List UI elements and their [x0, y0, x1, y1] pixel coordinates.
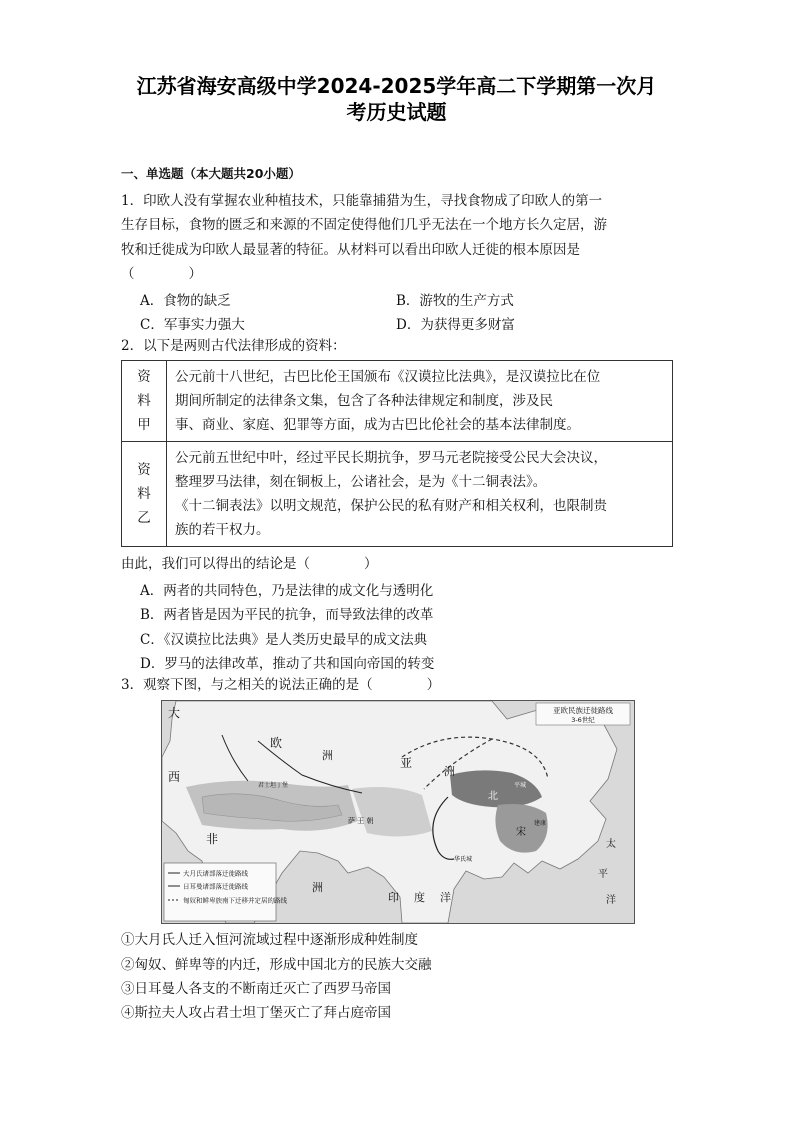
material-label-jia: 资 料 甲	[122, 361, 167, 442]
map-label-ping: 平	[598, 869, 608, 880]
q2-option-b[interactable]: B．两者皆是因为平民的抗争，而导致法律的改革	[140, 607, 434, 623]
q3-statement-1: ①大月氏人迁入恒河流域过程中逐渐形成种姓制度	[121, 932, 418, 948]
legend-label-xiongnu: 匈奴和鲜卑族南下迁移并定居的路线	[183, 896, 287, 905]
material-label-yi: 资 料 乙	[122, 442, 167, 547]
migration-map	[161, 700, 635, 924]
q1-answer-blank: （ ）	[121, 266, 202, 282]
material-row-yi	[122, 442, 673, 547]
q1-stem-line: 生存目标，食物的匮乏和来源的不固定使得他们几乎无法在一个地方长久定居，游	[121, 217, 607, 233]
q1-option-d[interactable]: D．为获得更多财富	[396, 317, 515, 333]
q2-conclusion: 由此，我们可以得出的结论是（ ）	[121, 556, 378, 572]
q1-stem-line: 1．印欧人没有掌握农业种植技术，只能靠捕猎为生，寻找食物成了印欧人的第一	[121, 193, 603, 209]
q1-stem-line: 牧和迁徙成为印欧人最显著的特征。从材料可以看出印欧人迁徙的根本原因是	[121, 242, 580, 258]
map-label-yang-pacific: 洋	[606, 895, 616, 906]
q3-statement-2: ②匈奴、鲜卑等的内迁，形成中国北方的民族大交融	[121, 957, 432, 973]
section-heading: 一、单选题（本大题共20小题）	[121, 166, 301, 181]
q1-option-a[interactable]: A．食物的缺乏	[140, 293, 231, 309]
map-label-zhou: 洲	[322, 749, 333, 762]
map-label-bei: 北	[488, 791, 498, 802]
q2-option-c[interactable]: C．《汉谟拉比法典》是人类历史最早的成文法典	[140, 632, 428, 648]
map-label-pingcheng: 平城	[514, 782, 527, 789]
q3-statement-4: ④斯拉夫人攻占君士坦丁堡灭亡了拜占庭帝国	[121, 1005, 391, 1021]
legend-label-yuezhi: 大月氏诸部落迁徙路线	[183, 869, 248, 878]
q3-statement-3: ③日耳曼人各支的不断南迁灭亡了西罗马帝国	[121, 981, 391, 997]
map-label-yin: 印	[388, 891, 399, 904]
q2-option-d[interactable]: D．罗马的法律改革，推动了共和国向帝国的转变	[140, 656, 435, 672]
map-label-da: 大	[168, 706, 181, 720]
map-label-fei: 非	[206, 832, 219, 846]
map-label-xi: 西	[168, 770, 181, 784]
source-material-table	[121, 360, 673, 547]
q1-option-b[interactable]: B．游牧的生产方式	[396, 293, 514, 309]
legend-label-germanic: 日耳曼诸部落迁徙路线	[183, 882, 248, 891]
map-label-yang: 洋	[440, 891, 451, 904]
map-label-sasanian: 萨 王 朝	[348, 817, 374, 825]
q2-option-a[interactable]: A．两者的共同特色，乃是法律的成文化与透明化	[140, 583, 434, 599]
map-label-zhou-africa: 洲	[312, 881, 323, 894]
exam-title-line-2: 考历史试题	[346, 100, 447, 124]
q2-stem: 2．以下是两则古代法律形成的资料：	[121, 338, 346, 354]
map-label-jiankang: 建康	[534, 820, 547, 827]
q1-option-c[interactable]: C．军事实力强大	[140, 317, 245, 333]
material-content-jia: 公元前十八世纪，古巴比伦王国颁布《汉谟拉比法典》，是汉谟拉比在位 期间所制定的法律条文集，包含了各种法律规定和制度，涉及民 事、商业、家庭、犯罪等方面，成为古巴比伦社会的基本法律制度。	[167, 361, 673, 442]
map-label-huashi: 华氏城	[454, 856, 473, 863]
map-label-ya: 亚	[400, 756, 413, 770]
exam-title-line-1: 江苏省海安高级中学2024-2025学年高二下学期第一次月	[136, 74, 657, 98]
map-title: 亚欧民族迁徙路线	[553, 706, 613, 715]
map-label-constantinople: 君士坦丁堡	[258, 782, 289, 789]
map-label-ou: 欧	[270, 736, 283, 750]
material-content-yi: 公元前五世纪中叶，经过平民长期抗争，罗马元老院接受公民大会决议， 整理罗马法律，刻在铜板上，公诸社会，是为《十二铜表法》。 《十二铜表法》以明文规范，保护公民的私有财产和相关权利，也限制贵 族的若干权力。	[167, 442, 673, 547]
q3-stem: 3．观察下图，与之相关的说法正确的是（ ）	[121, 677, 441, 693]
map-label-zhou-asia: 洲	[444, 765, 455, 778]
map-label-song: 宋	[516, 827, 526, 838]
material-row-jia	[122, 361, 673, 442]
map-label-tai: 太	[606, 839, 616, 850]
map-subtitle: 3-6世纪	[571, 716, 595, 724]
map-label-du: 度	[414, 891, 425, 904]
